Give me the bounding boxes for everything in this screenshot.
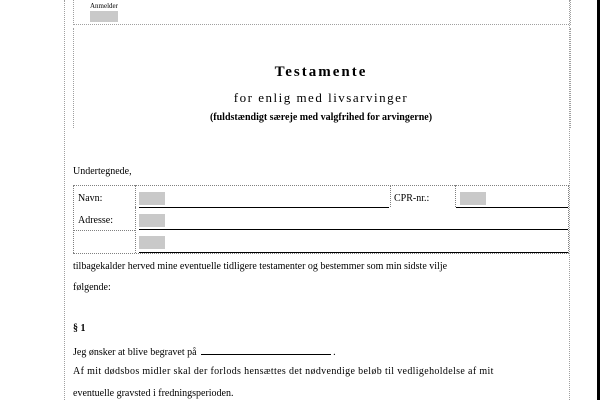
header-section bbox=[73, 0, 571, 25]
form-bottom-border bbox=[73, 253, 569, 254]
address-field-1[interactable] bbox=[139, 214, 165, 227]
intro-text: Undertegnede, bbox=[73, 166, 132, 177]
name-label: Navn: bbox=[78, 193, 103, 204]
form-divider bbox=[135, 207, 137, 253]
address-underline-1 bbox=[139, 229, 568, 230]
page-margin-left bbox=[64, 0, 66, 400]
body-line-2: følgende: bbox=[73, 282, 111, 293]
name-field[interactable] bbox=[139, 192, 165, 205]
address-label: Adresse: bbox=[78, 215, 113, 226]
anmelder-label: Anmelder bbox=[90, 2, 118, 10]
body-line-1: tilbagekalder herved mine eventuelle tidligere testamenter og bestemmer som min sidste vilje bbox=[73, 261, 448, 272]
form-border-left bbox=[73, 185, 75, 253]
document-subtitle: for enlig med livsarvinger bbox=[233, 90, 409, 105]
anmelder-field[interactable] bbox=[90, 11, 118, 22]
burial-prefix: Jeg ønsker at blive begravet på bbox=[73, 347, 197, 358]
cpr-field[interactable] bbox=[460, 192, 486, 205]
form-divider bbox=[390, 185, 392, 207]
form-divider bbox=[135, 185, 137, 207]
section-1-line-1 bbox=[73, 345, 336, 359]
section-1-heading: § 1 bbox=[73, 323, 86, 334]
document-title: Testamente bbox=[274, 64, 368, 80]
section-1-line-3: eventuelle gravsted i fredningsperioden. bbox=[73, 388, 234, 399]
form-border-right bbox=[568, 185, 570, 253]
section-1-line-2: Af mit dødsbos midler skal der forlods hensættes det nødvendige beløb til vedligeholdelse af mit bbox=[73, 366, 494, 377]
cpr-underline bbox=[456, 207, 568, 208]
burial-place-field[interactable] bbox=[201, 345, 331, 355]
form-row-separator bbox=[73, 230, 135, 231]
cpr-label: CPR-nr.: bbox=[394, 193, 430, 204]
document-note: (fuldstændigt særeje med valgfrihed for arvingerne) bbox=[209, 112, 433, 123]
name-underline bbox=[139, 207, 389, 208]
burial-suffix: . bbox=[333, 347, 336, 358]
address-field-2[interactable] bbox=[139, 236, 165, 249]
form-divider bbox=[455, 185, 457, 207]
